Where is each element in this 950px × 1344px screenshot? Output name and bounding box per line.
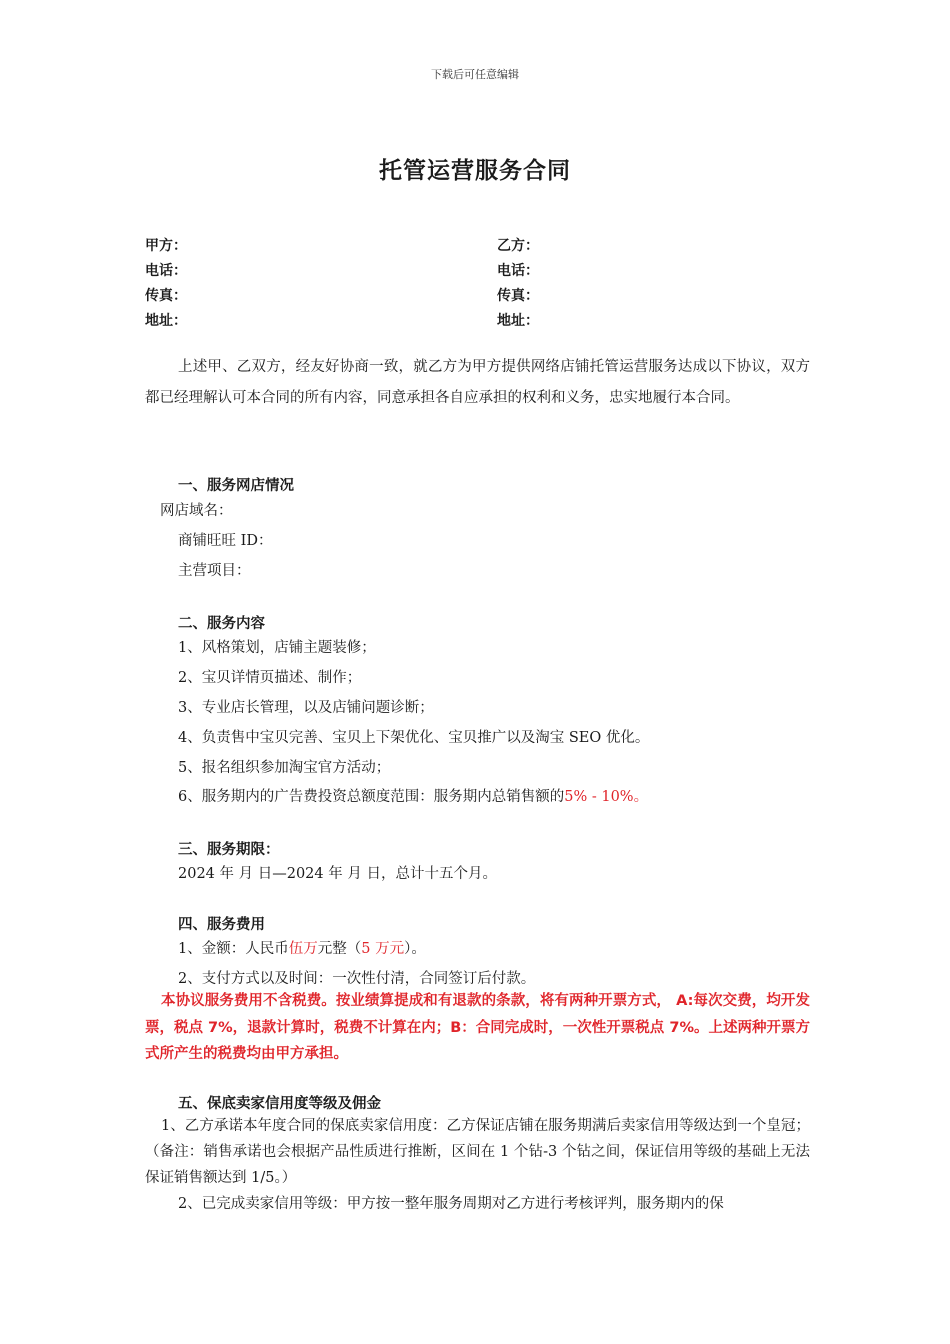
party-a-fax-label: 传真：: [145, 287, 187, 304]
section-1-title: 一、服务网店情况: [178, 478, 294, 494]
main-items-label: 主营项目：: [178, 563, 251, 579]
fee-amount: [178, 937, 426, 958]
tax-notice: 本协议服务费用不含税费。按业绩算提成和有退款的条款，将有两种开票方式， A:每次交费，均开发票，税点 7%，退款计算时，税费不计算在内；B：合同完成时，一次性开票税点 7%。上述两种开票方式所产生的税费均由甲方承担。: [145, 993, 810, 1062]
fee-amount-number: 5 万元: [361, 941, 405, 957]
contract-title: 托管运营服务合同: [379, 158, 571, 184]
party-row: [145, 257, 805, 282]
fee-amount-mid: 元整（: [317, 941, 362, 957]
party-row: [145, 307, 805, 332]
header-note: 下载后可任意编辑: [431, 68, 519, 81]
service-item-6: [178, 785, 648, 806]
service-period: 2024 年 月 日—2024 年 月 日，总计十五个月。: [178, 866, 497, 882]
guarantee-paragraph-1: 1、乙方承诺本年度合同的保底卖家信用度：乙方保证店铺在服务期满后卖家信用等级达到一个皇冠；（备注：销售承诺也会根据产品性质进行推断，区间在 1 个钻-3 个钻之间，保证信用等级的基础上无法保证销售额达到 1/5。）: [145, 1118, 810, 1186]
party-a-address-label: 地址：: [145, 312, 187, 329]
section-5-title: 五、保底卖家信用度等级及佣金: [178, 1096, 381, 1112]
party-b-address-label: 地址：: [497, 312, 539, 329]
party-a-phone-label: 电话：: [145, 262, 187, 279]
service-item: 3、专业店长管理，以及店铺问题诊断；: [178, 700, 434, 716]
service-item-6-text: 6、服务期内的广告费投资总额度范围：服务期内总销售额的: [178, 789, 565, 805]
guarantee-paragraph-2: 2、已完成卖家信用等级：甲方按一整年服务周期对乙方进行考核评判，服务期内的保: [178, 1196, 724, 1212]
section-3-title: 三、服务期限：: [178, 842, 280, 858]
parties-block: [145, 232, 805, 332]
shop-domain-label: 网店域名：: [160, 503, 233, 519]
fee-amount-suffix: ）。: [404, 941, 426, 957]
payment-terms: 2、支付方式以及时间：一次性付清，合同签订后付款。: [178, 971, 536, 987]
intro-paragraph: 上述甲、乙双方，经友好协商一致，就乙方为甲方提供网络店铺托管运营服务达成以下协议，双方都已经理解认可本合同的所有内容，同意承担各自应承担的权利和义务，忠实地履行本合同。: [145, 359, 810, 406]
service-item: 5、报名组织参加淘宝官方活动；: [178, 760, 391, 776]
fee-amount-prefix: 1、金额：人民币: [178, 941, 289, 957]
service-item: 4、负责售中宝贝完善、宝贝上下架优化、宝贝推广以及淘宝 SEO 优化。: [178, 730, 650, 746]
service-item: 1、风格策划，店铺主题装修；: [178, 640, 376, 656]
shop-wangwang-label: 商铺旺旺 ID：: [178, 533, 273, 549]
party-a-label: 甲方：: [145, 237, 187, 254]
ad-budget-range: 5% - 10%。: [564, 789, 649, 805]
section-4-title: 四、服务费用: [178, 917, 265, 933]
party-b-label: 乙方：: [497, 237, 539, 254]
party-row: [145, 282, 805, 307]
service-item: 2、宝贝详情页描述、制作；: [178, 670, 362, 686]
party-b-fax-label: 传真：: [497, 287, 539, 304]
party-row: [145, 232, 805, 257]
party-b-phone-label: 电话：: [497, 262, 539, 279]
fee-amount-words: 伍万: [288, 941, 318, 957]
section-2-title: 二、服务内容: [178, 616, 265, 632]
